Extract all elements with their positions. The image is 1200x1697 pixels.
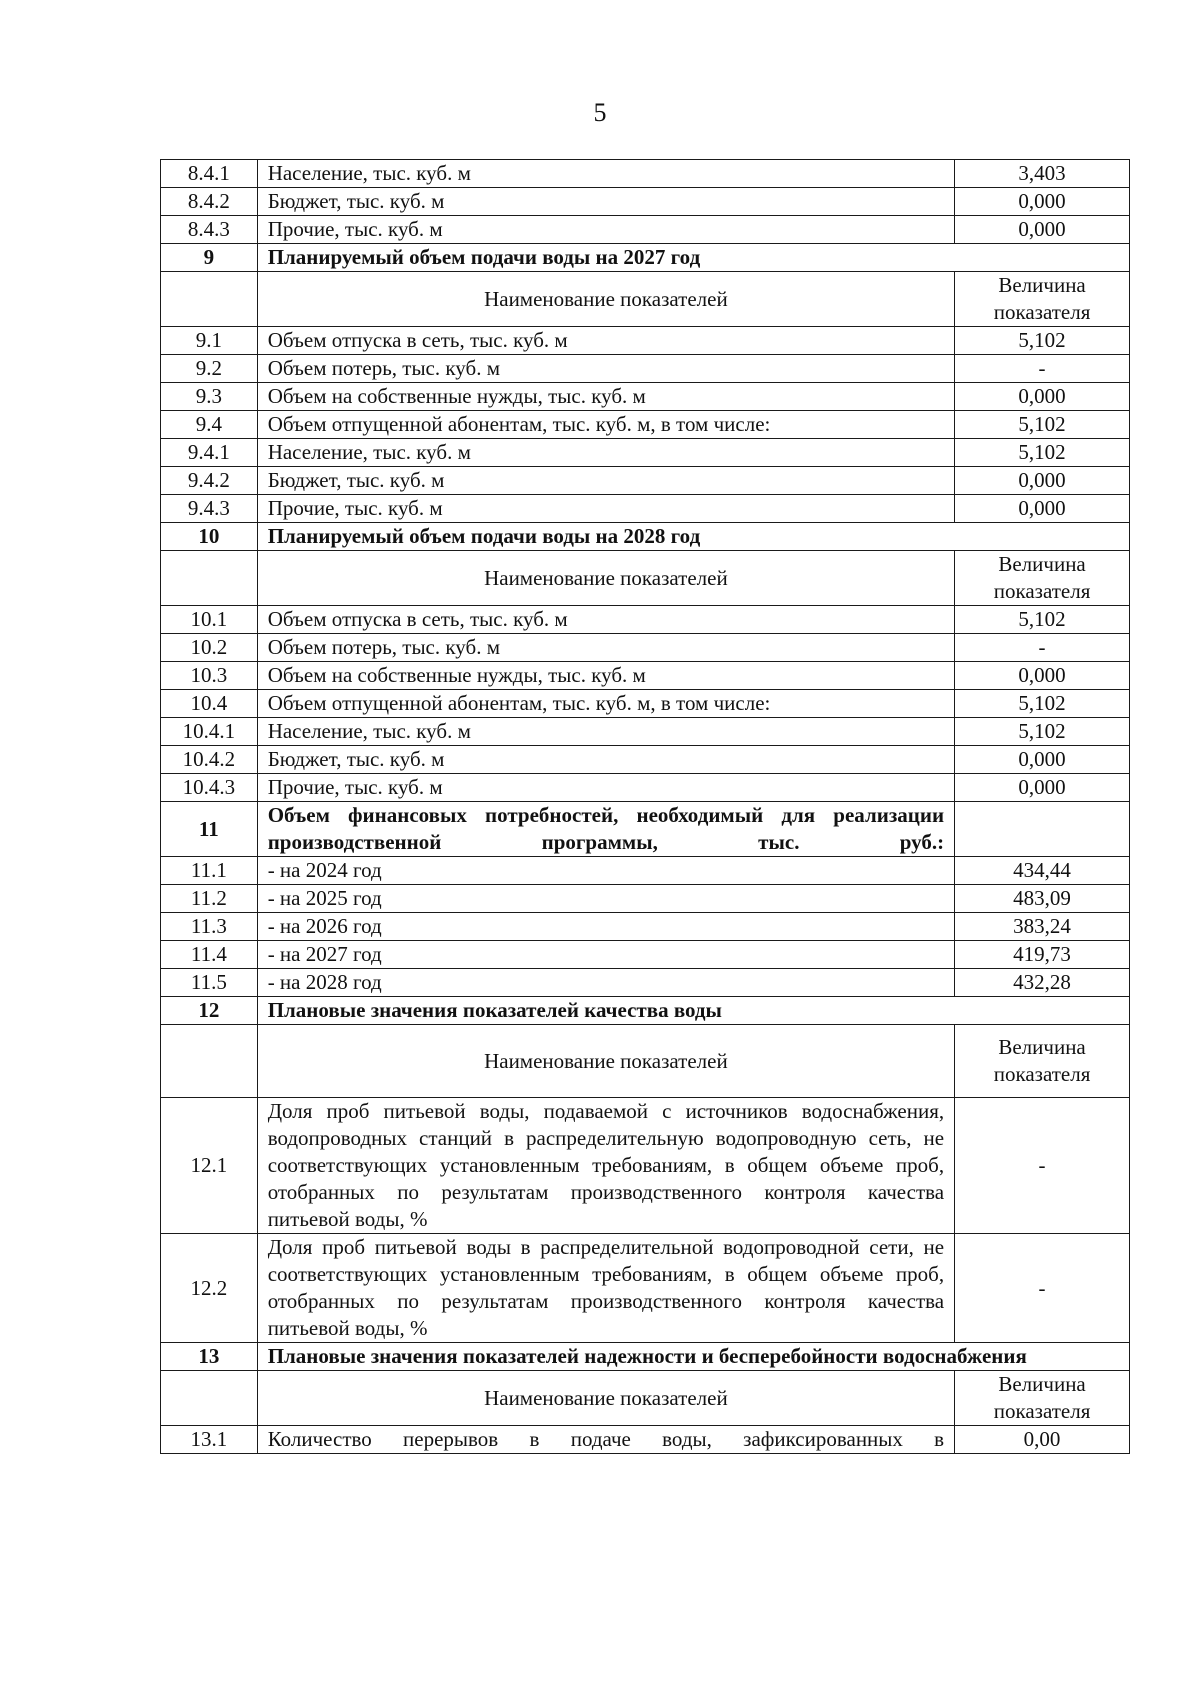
row-number: 9.4.2 xyxy=(161,467,258,495)
row-value: 0,00 xyxy=(955,1426,1130,1454)
row-value: 0,000 xyxy=(955,467,1130,495)
row-number: 8.4.1 xyxy=(161,160,258,188)
table-row xyxy=(161,439,1130,467)
row-number: 11.5 xyxy=(161,969,258,997)
row-number: 9.2 xyxy=(161,355,258,383)
table-row xyxy=(161,188,1130,216)
table-row xyxy=(161,467,1130,495)
row-name: Объем на собственные нужды, тыс. куб. м xyxy=(257,662,954,690)
header-row xyxy=(161,1025,1130,1098)
section-row xyxy=(161,997,1130,1025)
header-empty-cell xyxy=(161,551,258,606)
row-name: - на 2024 год xyxy=(257,857,954,885)
row-value: - xyxy=(955,634,1130,662)
row-name: Бюджет, тыс. куб. м xyxy=(257,188,954,216)
table-row xyxy=(161,774,1130,802)
table-row xyxy=(161,383,1130,411)
row-value: 0,000 xyxy=(955,746,1130,774)
row-name: Бюджет, тыс. куб. м xyxy=(257,746,954,774)
row-value: 0,000 xyxy=(955,662,1130,690)
section-number: 12 xyxy=(161,997,258,1025)
header-value: Величина показателя xyxy=(955,1025,1130,1098)
header-empty-cell xyxy=(161,1371,258,1426)
row-number: 10.1 xyxy=(161,606,258,634)
section-number: 11 xyxy=(161,802,258,857)
table-row xyxy=(161,495,1130,523)
table-row xyxy=(161,857,1130,885)
table-row xyxy=(161,746,1130,774)
header-value: Величина показателя xyxy=(955,272,1130,327)
row-name: Объем потерь, тыс. куб. м xyxy=(257,355,954,383)
table-row xyxy=(161,662,1130,690)
table-row xyxy=(161,327,1130,355)
row-number: 11.2 xyxy=(161,885,258,913)
header-value: Величина показателя xyxy=(955,1371,1130,1426)
row-name: - на 2028 год xyxy=(257,969,954,997)
row-name: Население, тыс. куб. м xyxy=(257,439,954,467)
row-value: 5,102 xyxy=(955,327,1130,355)
row-value: 5,102 xyxy=(955,718,1130,746)
row-name: Бюджет, тыс. куб. м xyxy=(257,467,954,495)
row-name: Объем отпущенной абонентам, тыс. куб. м, в том числе: xyxy=(257,690,954,718)
header-row xyxy=(161,272,1130,327)
row-value: - xyxy=(955,355,1130,383)
row-number: 10.4.2 xyxy=(161,746,258,774)
row-number: 10.3 xyxy=(161,662,258,690)
row-number: 9.3 xyxy=(161,383,258,411)
row-name: - на 2025 год xyxy=(257,885,954,913)
row-name: Количество перерывов в подаче воды, зафиксированных в xyxy=(257,1426,954,1454)
row-value: 5,102 xyxy=(955,690,1130,718)
row-number: 10.2 xyxy=(161,634,258,662)
header-value: Величина показателя xyxy=(955,551,1130,606)
section-value-empty xyxy=(955,802,1130,857)
row-value: 0,000 xyxy=(955,216,1130,244)
header-name: Наименование показателей xyxy=(257,551,954,606)
row-value: 483,09 xyxy=(955,885,1130,913)
row-number: 10.4.3 xyxy=(161,774,258,802)
table-row xyxy=(161,606,1130,634)
row-name: Прочие, тыс. куб. м xyxy=(257,216,954,244)
table-row xyxy=(161,634,1130,662)
row-name: Население, тыс. куб. м xyxy=(257,718,954,746)
table-row xyxy=(161,160,1130,188)
row-name: Прочие, тыс. куб. м xyxy=(257,774,954,802)
section-row xyxy=(161,1343,1130,1371)
row-value: 432,28 xyxy=(955,969,1130,997)
section-title: Плановые значения показателей качества воды xyxy=(257,997,1129,1025)
row-value: 0,000 xyxy=(955,383,1130,411)
row-name: - на 2027 год xyxy=(257,941,954,969)
table-row xyxy=(161,969,1130,997)
table-row xyxy=(161,355,1130,383)
row-name: Объем отпуска в сеть, тыс. куб. м xyxy=(257,606,954,634)
row-value: 0,000 xyxy=(955,774,1130,802)
row-number: 12.2 xyxy=(161,1234,258,1343)
row-number: 9.1 xyxy=(161,327,258,355)
row-number: 9.4.1 xyxy=(161,439,258,467)
row-value: 5,102 xyxy=(955,439,1130,467)
section-row xyxy=(161,802,1130,857)
row-number: 13.1 xyxy=(161,1426,258,1454)
section-title: Планируемый объем подачи воды на 2027 год xyxy=(257,244,1129,272)
row-value: 0,000 xyxy=(955,495,1130,523)
row-value: 3,403 xyxy=(955,160,1130,188)
row-value: 434,44 xyxy=(955,857,1130,885)
row-number: 8.4.3 xyxy=(161,216,258,244)
table-row xyxy=(161,690,1130,718)
indicators-table xyxy=(160,159,1130,1454)
table-row xyxy=(161,941,1130,969)
table-row xyxy=(161,1098,1130,1234)
section-title: Планируемый объем подачи воды на 2028 год xyxy=(257,523,1129,551)
section-number: 10 xyxy=(161,523,258,551)
table-row xyxy=(161,885,1130,913)
row-name: - на 2026 год xyxy=(257,913,954,941)
section-number: 13 xyxy=(161,1343,258,1371)
header-name: Наименование показателей xyxy=(257,1025,954,1098)
row-value: 5,102 xyxy=(955,411,1130,439)
row-number: 12.1 xyxy=(161,1098,258,1234)
table-row xyxy=(161,216,1130,244)
section-title: Объем финансовых потребностей, необходимый для реализации производственной программы, тыс. руб.: xyxy=(257,802,954,857)
row-value: - xyxy=(955,1098,1130,1234)
row-number: 10.4.1 xyxy=(161,718,258,746)
row-name: Объем потерь, тыс. куб. м xyxy=(257,634,954,662)
header-empty-cell xyxy=(161,272,258,327)
row-name: Объем отпущенной абонентам, тыс. куб. м, в том числе: xyxy=(257,411,954,439)
header-empty-cell xyxy=(161,1025,258,1098)
row-number: 9.4.3 xyxy=(161,495,258,523)
row-value: 383,24 xyxy=(955,913,1130,941)
header-name: Наименование показателей xyxy=(257,1371,954,1426)
row-name: Доля проб питьевой воды, подаваемой с источников водоснабжения, водопроводных станций в распределительную водопроводную сеть, не соответствующих установленным требованиям, в общем объеме проб, отобранных по результатам производственного контроля качества питьевой воды, % xyxy=(257,1098,954,1234)
row-value: 419,73 xyxy=(955,941,1130,969)
row-number: 11.3 xyxy=(161,913,258,941)
row-number: 10.4 xyxy=(161,690,258,718)
section-row xyxy=(161,244,1130,272)
table-row xyxy=(161,1234,1130,1343)
row-number: 8.4.2 xyxy=(161,188,258,216)
section-row xyxy=(161,523,1130,551)
page-number: 5 xyxy=(593,98,607,127)
table-row xyxy=(161,411,1130,439)
row-number: 11.1 xyxy=(161,857,258,885)
row-value: 0,000 xyxy=(955,188,1130,216)
row-name: Объем на собственные нужды, тыс. куб. м xyxy=(257,383,954,411)
row-name: Доля проб питьевой воды в распределительной водопроводной сети, не соответствующих установленным требованиям, в общем объеме проб, отобранных по результатам производственного контроля качества питьевой воды, % xyxy=(257,1234,954,1343)
row-value: 5,102 xyxy=(955,606,1130,634)
header-row xyxy=(161,551,1130,606)
header-row xyxy=(161,1371,1130,1426)
table-row xyxy=(161,1426,1130,1454)
section-number: 9 xyxy=(161,244,258,272)
row-name: Прочие, тыс. куб. м xyxy=(257,495,954,523)
row-number: 9.4 xyxy=(161,411,258,439)
table-row xyxy=(161,718,1130,746)
row-name: Население, тыс. куб. м xyxy=(257,160,954,188)
section-title: Плановые значения показателей надежности и бесперебойности водоснабжения xyxy=(257,1343,1129,1371)
row-value: - xyxy=(955,1234,1130,1343)
header-name: Наименование показателей xyxy=(257,272,954,327)
row-number: 11.4 xyxy=(161,941,258,969)
table-row xyxy=(161,913,1130,941)
row-name: Объем отпуска в сеть, тыс. куб. м xyxy=(257,327,954,355)
